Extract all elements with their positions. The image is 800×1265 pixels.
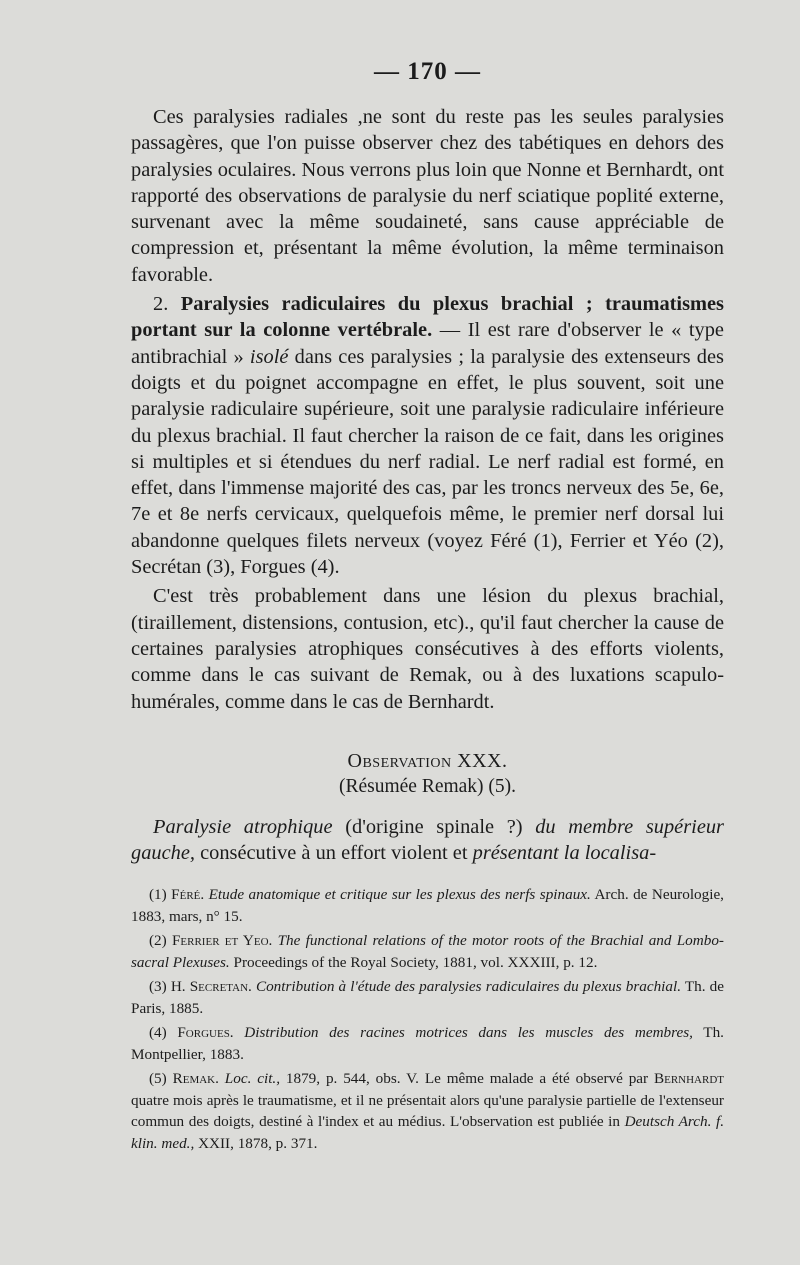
footnote-5 bbox=[131, 1068, 724, 1154]
fn4-num: (4) bbox=[149, 1024, 178, 1042]
footnote-2 bbox=[131, 930, 724, 973]
footnote-1 bbox=[131, 884, 724, 927]
fn1-title: Etude anatomique et critique sur les plexus des nerfs spinaux. bbox=[204, 886, 591, 904]
fn5-num: (5) bbox=[149, 1070, 173, 1088]
observation-title: Observation XXX. bbox=[347, 749, 508, 772]
fn3-title: Contribution à l'étude des paralysies radiculaires du plexus brachial. bbox=[251, 978, 682, 996]
paragraph-2 bbox=[131, 291, 724, 580]
paragraph-2-italic: isolé bbox=[249, 345, 289, 368]
fn2-title: The functional relations of the motor roots of the Brachial and Lombo-sacral Plexuses. bbox=[131, 932, 724, 971]
fn3-author: H. Secretan. bbox=[170, 978, 252, 996]
fn5-title: Loc. cit., bbox=[218, 1070, 281, 1088]
fn2-author: Ferrier et Yeo. bbox=[171, 932, 273, 950]
obs-italic-2: du membre supérieur gauche, bbox=[131, 815, 724, 865]
fn4-rest: Th. Montpellier, 1883. bbox=[131, 1024, 724, 1063]
observation-subtitle: (Résumée Remak) (5). bbox=[338, 775, 517, 797]
paragraph-3: C'est très probablement dans une lésion du plexus brachial, (tiraillement, distensions, contusion, etc)., qu'il faut chercher la cause de certaines paralysies atrophiques consécutives à des efforts violents, comme dans le cas suivant de Remak, ou à des luxations scapulo-humérales, comme dans le cas de Bernhardt. bbox=[131, 585, 724, 713]
fn4-author: Forgues. bbox=[177, 1024, 234, 1042]
section-number: 2. bbox=[153, 293, 169, 316]
paragraph-2-text-b: dans ces paralysies ; la paralysie des extenseurs des doigts et du poignet accompagne en effet, le plus souvent, soit une paralysie radiculaire supérieure, soit une paralysie radiculaire inférieure du plexus brachial. Il faut chercher la raison de ce fait, dans les origines si multiples et si étendues du nerf radial. Le nerf radial est formé, en effet, dans l'immense majorité des cas, par les troncs nerveux des 5e, 6e, 7e et 8e nerfs cervicaux, quelquefois même, le premier nerf dorsal lui abandonne quelques filets nerveux (voyez Féré (1), Ferrier et Yéo (2), Secrétan (3), Forgues (4). bbox=[131, 345, 724, 579]
fn2-num: (2) bbox=[149, 932, 172, 950]
footnote-3 bbox=[131, 976, 724, 1019]
fn1-author: Féré. bbox=[171, 886, 205, 904]
fn3-num: (3) bbox=[149, 978, 171, 996]
paragraph-2-text-a: — Il est rare d'observer le « type antibrachial » bbox=[131, 319, 724, 368]
fn3-rest: Th. de Paris, 1885. bbox=[131, 978, 724, 1017]
section-heading: Paralysies radiculaires du plexus brachial ; traumatismes portant sur la colonne vertébrale. bbox=[131, 293, 724, 342]
obs-italic-1: Paralysie atrophique bbox=[153, 815, 333, 838]
paragraph-1: Ces paralysies radiales ,ne sont du reste pas les seules paralysies passagères, que l'on puisse observer chez des tabétiques en dehors des paralysies oculaires. Nous verrons plus loin que Nonne et Bernhardt, ont rapporté des observations de paralysie du nerf sciatique poplité externe, survenant avec la même soudaineté, sans cause appréciable de compression et, présentant la même évolution, la même terminaison favorable. bbox=[131, 106, 724, 286]
obs-text-1: (d'origine spinale ?) bbox=[332, 815, 536, 838]
fn2-rest: Proceedings of the Royal Society, 1881, vol. XXXIII, p. 12. bbox=[229, 953, 598, 971]
main-text bbox=[131, 104, 724, 715]
obs-italic-3: présentant la localisa- bbox=[472, 842, 657, 865]
fn5-author: Remak. bbox=[172, 1070, 219, 1088]
observation-text bbox=[131, 814, 724, 867]
fn5-rest-b: quatre mois après le traumatisme, et il ne présentait alors qu'une paralysie partielle de l'extenseur commun des doigts, destiné à l'index et au médius. L'observation est publiée in bbox=[131, 1091, 724, 1131]
fn5-rest-c: XXII, 1878, p. 371. bbox=[194, 1134, 318, 1152]
fn4-title: Distribution des racines motrices dans les muscles des membres, bbox=[233, 1024, 693, 1042]
footnote-4 bbox=[131, 1022, 724, 1065]
fn5-journal: Deutsch Arch. f. klin. med., bbox=[131, 1113, 724, 1152]
obs-text-2: consécutive à un effort violent et bbox=[194, 842, 473, 865]
page-number: — 170 — bbox=[374, 58, 481, 85]
fn5-rest-a: 1879, p. 544, obs. V. Le même malade a été observé par bbox=[280, 1070, 654, 1088]
footnotes bbox=[131, 884, 724, 1154]
fn1-rest: Arch. de Neurologie, 1883, mars, n° 15. bbox=[131, 886, 724, 925]
fn5-author2: Bernhardt bbox=[653, 1070, 725, 1088]
fn1-num: (1) bbox=[149, 886, 172, 904]
